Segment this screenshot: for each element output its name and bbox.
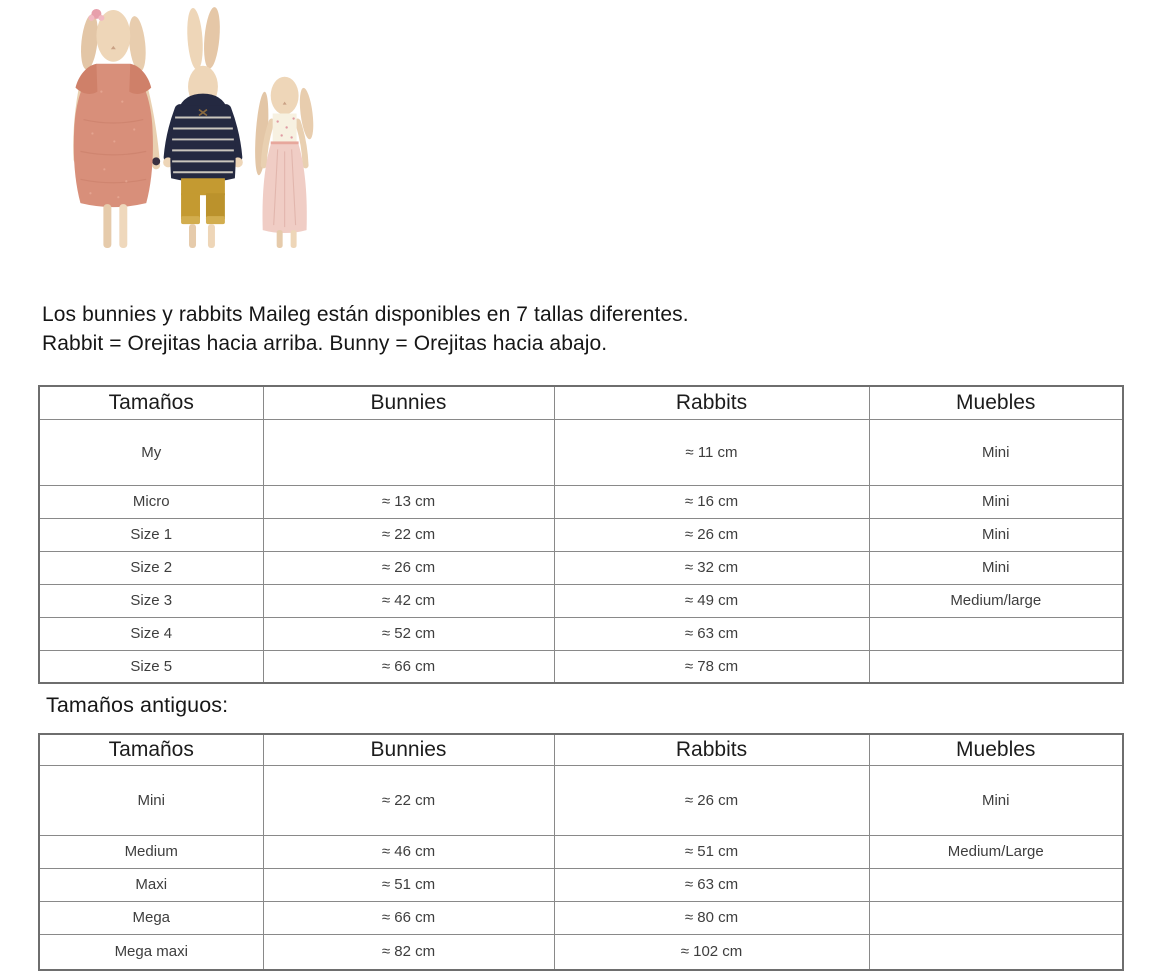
table-cell: ≈ 26 cm (263, 551, 554, 584)
table-row (39, 584, 1123, 617)
column-header-bunnies: Bunnies (263, 386, 554, 419)
intro-line-2: Rabbit = Orejitas hacia arriba. Bunny = Orejitas hacia abajo. (42, 332, 608, 355)
table-cell: Size 1 (39, 518, 263, 551)
table-cell: ≈ 22 cm (263, 518, 554, 551)
table-cell (869, 650, 1123, 683)
column-header-muebles: Muebles (869, 386, 1123, 419)
table-cell: Mini (869, 551, 1123, 584)
table-cell: ≈ 49 cm (554, 584, 869, 617)
table-cell: Mini (39, 765, 263, 835)
table-cell: Size 4 (39, 617, 263, 650)
table-cell: Medium (39, 835, 263, 868)
bunny-size2-illustration (253, 77, 316, 248)
table-cell: ≈ 52 cm (263, 617, 554, 650)
intro-line-1: Los bunnies y rabbits Maileg están disponibles en 7 tallas diferentes. (42, 303, 689, 326)
table-cell: Mini (869, 765, 1123, 835)
table-cell (869, 868, 1123, 901)
table-cell: ≈ 26 cm (554, 518, 869, 551)
table-cell: ≈ 13 cm (263, 485, 554, 518)
table-cell: ≈ 11 cm (554, 419, 869, 485)
column-header-rabbits: Rabbits (554, 734, 869, 765)
table-cell: Size 2 (39, 551, 263, 584)
table-cell: ≈ 63 cm (554, 617, 869, 650)
table-cell: ≈ 42 cm (263, 584, 554, 617)
table-cell: Mini (869, 518, 1123, 551)
table-header-row (39, 386, 1123, 419)
column-header-tamanos: Tamaños (39, 734, 263, 765)
table-row (39, 419, 1123, 485)
table-cell (263, 419, 554, 485)
table-cell: Mini (869, 419, 1123, 485)
table-row (39, 551, 1123, 584)
table-row (39, 934, 1123, 970)
table-cell: ≈ 51 cm (263, 868, 554, 901)
table-row (39, 765, 1123, 835)
table-cell: ≈ 102 cm (554, 934, 869, 970)
table-cell (869, 934, 1123, 970)
table-cell: ≈ 32 cm (554, 551, 869, 584)
table-cell (869, 617, 1123, 650)
table-cell: Mega maxi (39, 934, 263, 970)
table-cell: ≈ 63 cm (554, 868, 869, 901)
intro-text (42, 300, 689, 358)
rabbit-size3-illustration (163, 6, 243, 248)
column-header-tamanos: Tamaños (39, 386, 263, 419)
table-cell: ≈ 66 cm (263, 901, 554, 934)
table-cell: Size 3 (39, 584, 263, 617)
table-cell: ≈ 46 cm (263, 835, 554, 868)
table-row (39, 485, 1123, 518)
maileg-bunnies-photo (56, 2, 341, 248)
table-cell: ≈ 82 cm (263, 934, 554, 970)
column-header-bunnies: Bunnies (263, 734, 554, 765)
table-header-row (39, 734, 1123, 765)
table-row (39, 868, 1123, 901)
table-cell: Mega (39, 901, 263, 934)
table-cell: ≈ 51 cm (554, 835, 869, 868)
table-cell: ≈ 22 cm (263, 765, 554, 835)
table-cell: ≈ 16 cm (554, 485, 869, 518)
table-row (39, 617, 1123, 650)
bunny-size4-illustration (74, 9, 160, 248)
table-cell: Mini (869, 485, 1123, 518)
table-cell: ≈ 80 cm (554, 901, 869, 934)
table-cell: Micro (39, 485, 263, 518)
table-cell: Medium/Large (869, 835, 1123, 868)
table-cell: ≈ 26 cm (554, 765, 869, 835)
table-cell: ≈ 78 cm (554, 650, 869, 683)
current-sizes-table (38, 385, 1124, 684)
table-row (39, 650, 1123, 683)
old-sizes-table (38, 733, 1124, 971)
table-cell: Size 5 (39, 650, 263, 683)
old-sizes-heading: Tamaños antiguos: (46, 693, 229, 717)
table-row (39, 518, 1123, 551)
table-cell: Medium/large (869, 584, 1123, 617)
table-row (39, 901, 1123, 934)
table-cell (869, 901, 1123, 934)
table-cell: ≈ 66 cm (263, 650, 554, 683)
table-cell: My (39, 419, 263, 485)
table-row (39, 835, 1123, 868)
column-header-muebles: Muebles (869, 734, 1123, 765)
column-header-rabbits: Rabbits (554, 386, 869, 419)
table-cell: Maxi (39, 868, 263, 901)
